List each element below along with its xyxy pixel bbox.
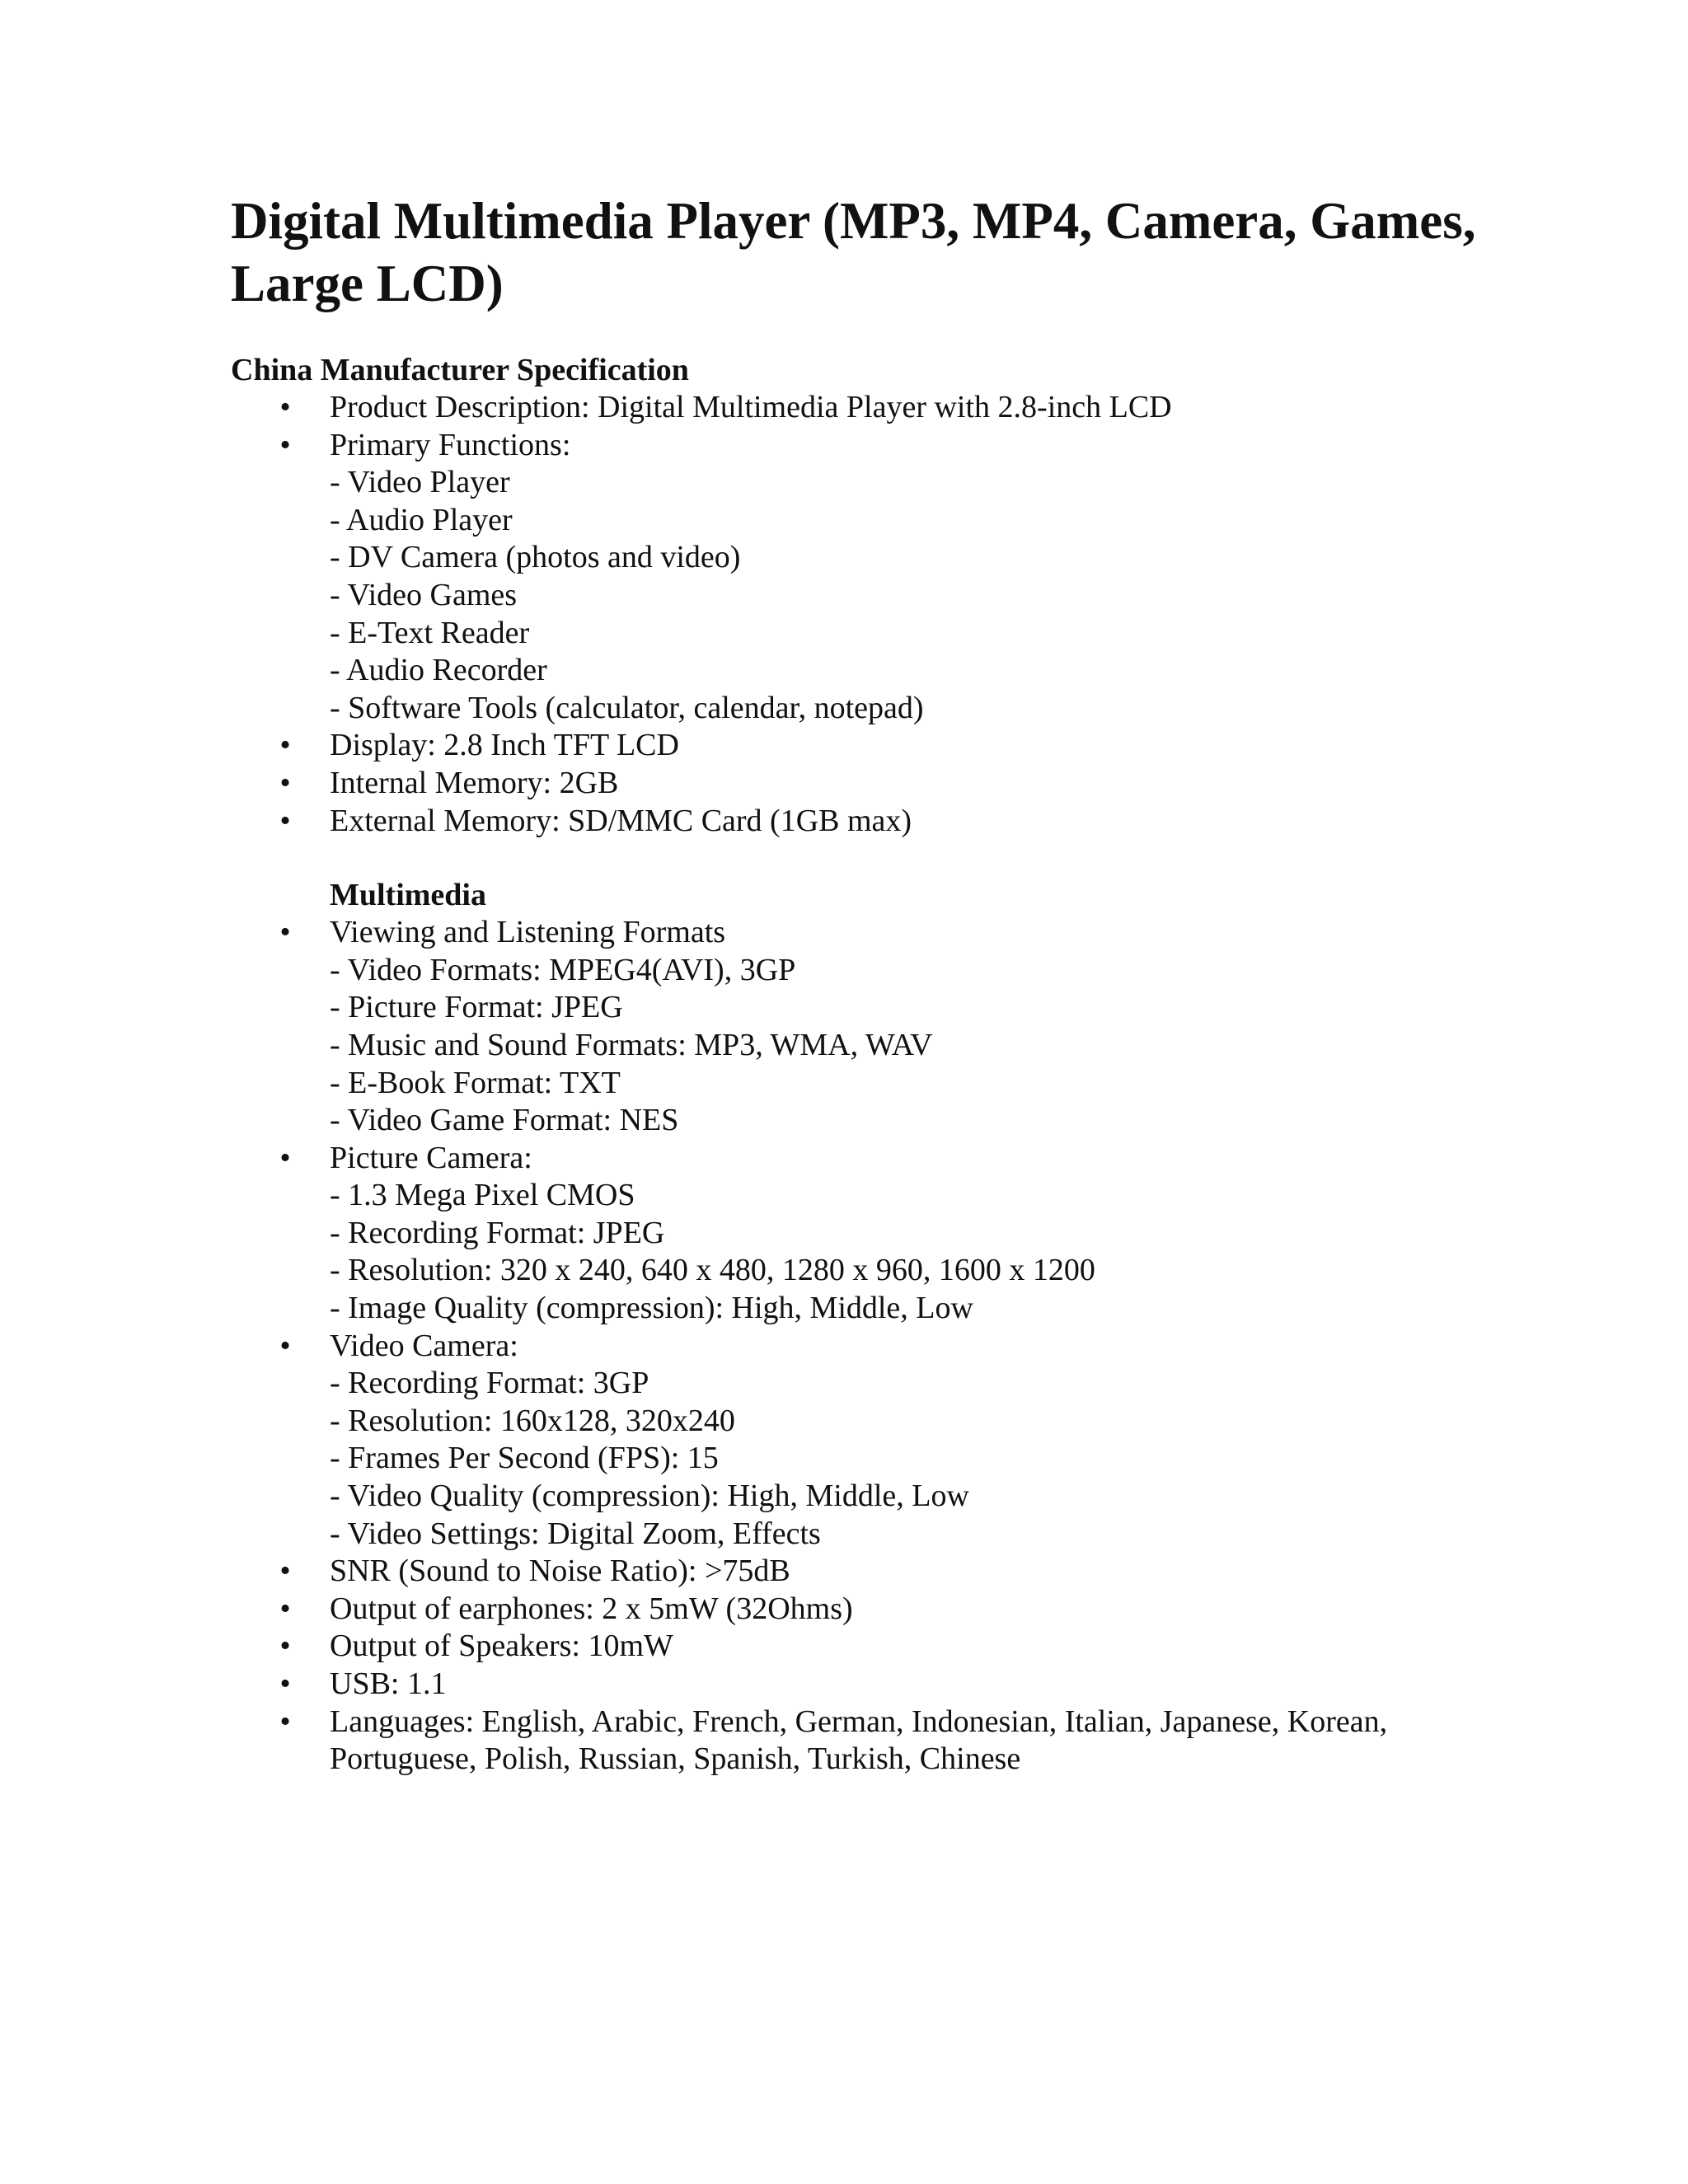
list-item-subline: Portuguese, Polish, Russian, Spanish, Turkish, Chinese — [330, 1741, 1021, 1777]
bullet-icon: • — [279, 803, 291, 838]
list-item-subline: - E-Book Format: TXT — [330, 1065, 621, 1100]
list-item-subline: - Video Game Format: NES — [330, 1103, 679, 1138]
page-title: Digital Multimedia Player (MP3, MP4, Camera, Games, Large LCD) — [231, 192, 1476, 312]
list-item-subline: - Resolution: 160x128, 320x240 — [330, 1403, 735, 1438]
list-item-subline: - Video Settings: Digital Zoom, Effects — [330, 1516, 821, 1551]
list-item — [231, 1328, 1517, 1554]
list-item-label: SNR (Sound to Noise Ratio): >75dB — [330, 1554, 790, 1589]
list-item-subline: - Audio Player — [330, 502, 513, 537]
list-item-label: Product Description: Digital Multimedia Player with 2.8-inch LCD — [330, 390, 1172, 424]
list-item-subline: - Video Formats: MPEG4(AVI), 3GP — [330, 952, 796, 987]
list-item — [231, 803, 1517, 841]
list-item-subline: - 1.3 Mega Pixel CMOS — [330, 1178, 635, 1213]
section-heading-multimedia: Multimedia — [330, 878, 486, 913]
bullet-icon: • — [279, 390, 291, 424]
list-item — [231, 1628, 1517, 1666]
spec-list-general — [231, 389, 1517, 840]
list-item — [231, 765, 1517, 803]
list-item-subline: - Frames Per Second (FPS): 15 — [330, 1441, 719, 1476]
list-item-label: Display: 2.8 Inch TFT LCD — [330, 728, 679, 763]
bullet-icon: • — [279, 1591, 291, 1626]
list-item-subline: - Picture Format: JPEG — [330, 990, 623, 1025]
list-item — [231, 727, 1517, 765]
list-item-label: Output of Speakers: 10mW — [330, 1629, 673, 1664]
bullet-icon: • — [279, 765, 291, 800]
bullet-icon: • — [279, 1666, 291, 1701]
list-item-label: Internal Memory: 2GB — [330, 765, 619, 800]
list-item — [231, 389, 1517, 427]
list-item-subline: - Audio Recorder — [330, 653, 547, 688]
list-item — [231, 1553, 1517, 1591]
list-item-subline: - E-Text Reader — [330, 615, 530, 650]
list-item — [231, 914, 1517, 1140]
list-item-label: USB: 1.1 — [330, 1666, 447, 1701]
spec-list-multimedia — [231, 914, 1517, 1553]
list-item — [231, 1140, 1517, 1328]
list-item-subline: - DV Camera (photos and video) — [330, 540, 741, 575]
bullet-icon: • — [279, 1140, 291, 1175]
list-item-subline: - Music and Sound Formats: MP3, WMA, WAV — [330, 1027, 933, 1062]
list-item-subline: - Video Games — [330, 577, 518, 612]
bullet-icon: • — [279, 427, 291, 462]
list-item-label: Languages: English, Arabic, French, German, Indonesian, Italian, Japanese, Korean, — [330, 1704, 1388, 1739]
list-item — [231, 1591, 1517, 1629]
list-item-subline: - Image Quality (compression): High, Middle, Low — [330, 1291, 973, 1326]
list-item — [231, 1704, 1517, 1779]
list-item-subline: - Recording Format: 3GP — [330, 1366, 649, 1401]
bullet-icon: • — [279, 1328, 291, 1363]
list-item-label: Primary Functions: — [330, 427, 571, 462]
list-item-subline: - Video Quality (compression): High, Middle, Low — [330, 1479, 969, 1514]
spec-list-audio-system — [231, 1553, 1517, 1779]
list-item-label: Output of earphones: 2 x 5mW (32Ohms) — [330, 1591, 853, 1626]
bullet-icon: • — [279, 1704, 291, 1739]
page-subtitle: China Manufacturer Specification — [231, 353, 689, 387]
bullet-icon: • — [279, 1629, 291, 1664]
list-item-subline: - Resolution: 320 x 240, 640 x 480, 1280 x 960, 1600 x 1200 — [330, 1253, 1095, 1288]
list-item — [231, 427, 1517, 728]
list-item-subline: - Video Player — [330, 465, 510, 500]
document-page — [231, 190, 1517, 1779]
bullet-icon: • — [279, 728, 291, 763]
bullet-icon: • — [279, 1554, 291, 1589]
bullet-icon: • — [279, 915, 291, 950]
list-item — [231, 1666, 1517, 1704]
list-item-subline: - Recording Format: JPEG — [330, 1215, 665, 1250]
list-item-label: Picture Camera: — [330, 1140, 532, 1175]
list-item-subline: - Software Tools (calculator, calendar, notepad) — [330, 690, 924, 725]
list-item-label: Viewing and Listening Formats — [330, 915, 726, 950]
list-item-label: External Memory: SD/MMC Card (1GB max) — [330, 803, 912, 838]
list-item-label: Video Camera: — [330, 1328, 518, 1363]
